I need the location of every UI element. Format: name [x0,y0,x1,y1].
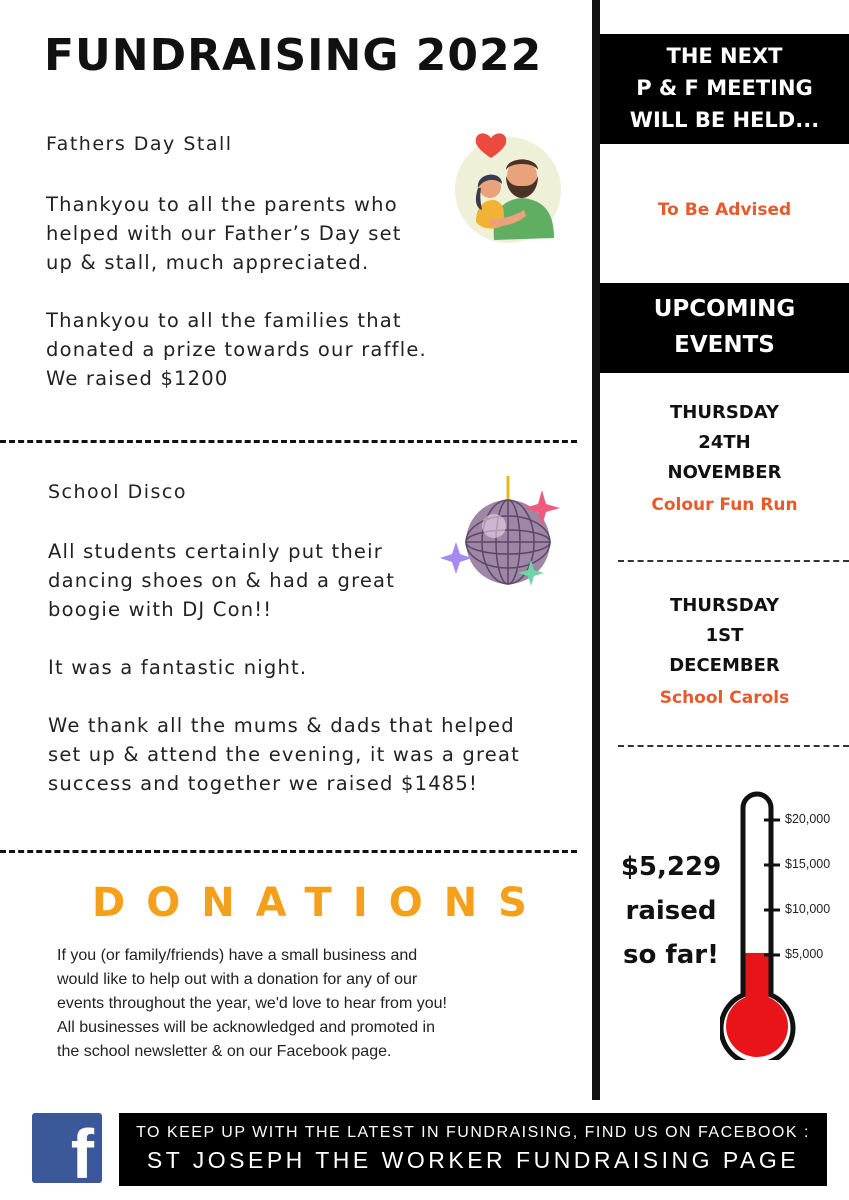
fathers-day-body [46,190,427,393]
fathers-day-paragraph [46,306,427,393]
text-line: the school newsletter & on our Facebook page. [57,1043,392,1060]
event-date-line: DECEMBER [669,655,780,676]
disco-paragraph [48,653,520,682]
scale-label: $15,000 [785,857,831,871]
text-line: dancing shoes on & had a great [48,569,396,592]
meeting-status: To Be Advised [657,200,792,220]
text-line: up & stall, much appreciated. [46,251,370,274]
text-line: boogie with DJ Con!! [48,598,273,621]
event-name: Colour Fun Run [651,495,798,515]
events-header-line: EVENTS [674,332,775,358]
events-header [600,283,849,373]
footer-line: TO KEEP UP WITH THE LATEST IN FUNDRAISING, FIND US ON FACEBOOK : [136,1124,810,1141]
facebook-f-glyph: f [70,1115,94,1193]
text-line: All students certainly put their [48,540,383,563]
event-date [600,591,849,681]
father-child-hug-icon [454,130,564,245]
text-line: donated a prize towards our raffle. [46,338,427,361]
raised-line: so far! [623,940,719,970]
event-name: School Carols [659,688,790,708]
text-line: If you (or family/friends) have a small business and [57,947,418,964]
thermometer-fill [746,953,769,1026]
facebook-page-name[interactable]: ST JOSEPH THE WORKER FUNDRAISING PAGE [146,1147,800,1173]
raised-line: $5,229 [620,852,722,882]
disco-ball-icon [436,476,566,606]
thermometer-gauge [720,790,849,1060]
section-divider [0,440,577,443]
event-date-line: NOVEMBER [667,462,782,483]
scale-label: $20,000 [785,812,831,826]
text-line: We raised $1200 [46,367,229,390]
text-line: It was a fantastic night. [48,656,308,679]
scale-label: $10,000 [785,902,831,916]
event-date-line: THURSDAY [670,595,779,616]
scale-label: $5,000 [785,947,824,961]
page-title: FUNDRAISING 2022 [44,30,543,81]
text-line: success and together we raised $1485! [48,772,479,795]
text-line: would like to help out with a donation for any of our [57,971,418,988]
text-line: We thank all the mums & dads that helped [48,714,515,737]
meeting-header-line: P & F MEETING [636,76,813,100]
text-line: All businesses will be acknowledged and promoted in [57,1019,435,1036]
column-divider [592,0,600,1100]
donations-body [57,944,577,1064]
event-date [600,398,849,488]
event-date-line: THURSDAY [670,402,779,423]
meeting-header-line: WILL BE HELD... [629,108,820,132]
fathers-day-paragraph [46,190,427,277]
event-divider [618,560,849,562]
meeting-header [600,34,849,144]
disco-heading: School Disco [48,481,187,503]
fathers-day-heading: Fathers Day Stall [46,133,233,155]
section-divider [0,850,577,853]
donations-title: DONATIONS [92,880,548,926]
text-line: helped with our Father’s Day set [46,222,402,245]
text-line: Thankyou to all the families that [46,309,402,332]
facebook-icon[interactable] [32,1113,102,1193]
disco-paragraph [48,711,520,798]
raised-line: raised [625,896,717,926]
meeting-header-line: THE NEXT [666,44,783,68]
text-line: Thankyou to all the parents who [46,193,398,216]
events-header-line: UPCOMING [653,296,796,322]
facebook-banner[interactable] [119,1113,827,1186]
event-date-line: 24TH [698,432,751,453]
event-date-line: 1ST [705,625,744,646]
event-divider [618,745,849,747]
text-line: events throughout the year, we'd love to hear from you! [57,995,447,1012]
text-line: set up & attend the evening, it was a great [48,743,520,766]
